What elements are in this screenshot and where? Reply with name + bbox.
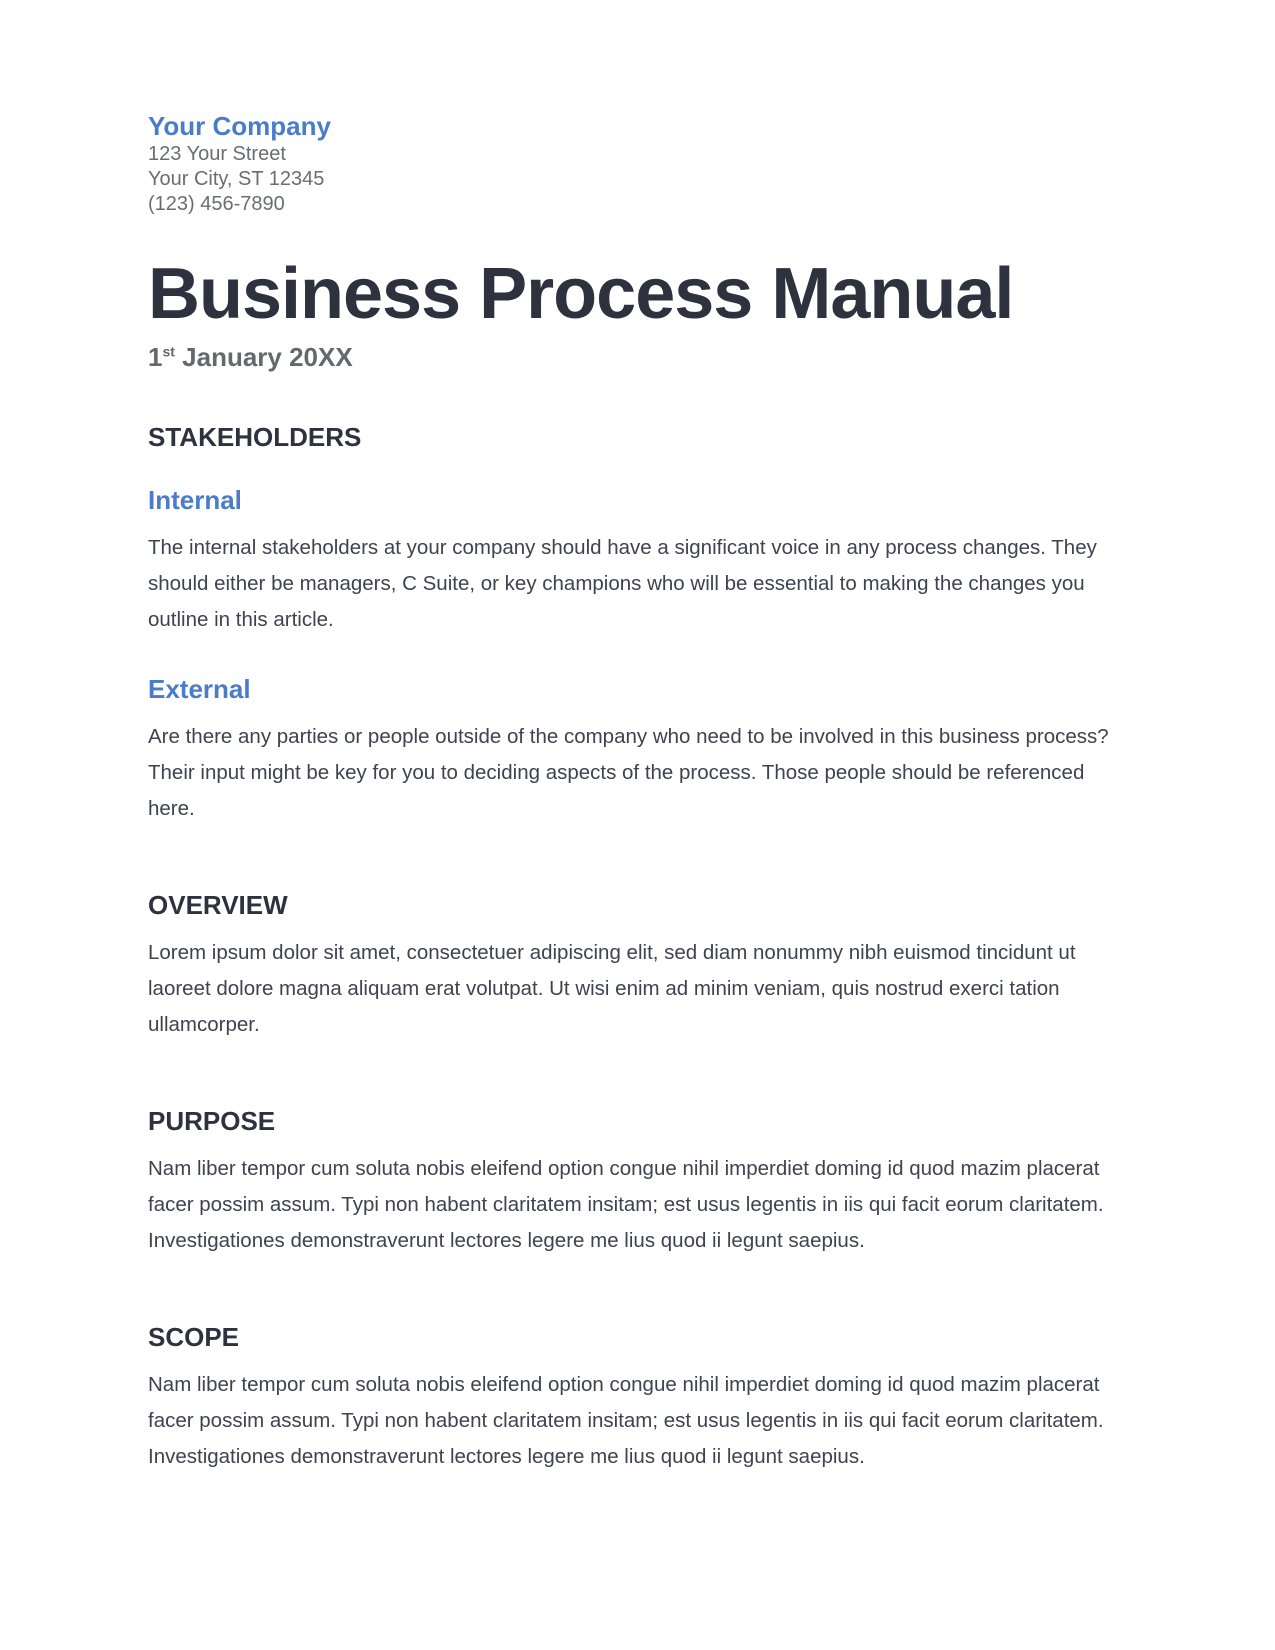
section-heading-overview: OVERVIEW (148, 890, 288, 920)
document-title: Business Process Manual (148, 254, 1014, 334)
section-heading-scope: SCOPE (148, 1322, 240, 1352)
company-phone: (123) 456-7890 (148, 193, 285, 215)
paragraph-overview: Lorem ipsum dolor sit amet, consectetuer adipiscing elit, sed diam nonummy nibh euismod tincidunt ut laoreet dolore magna aliquam erat volutpat. Ut wisi enim ad minim veniam, quis nostrud exerci tation ullamcorper. (148, 941, 1076, 1036)
company-name: Your Company (148, 111, 331, 141)
date-month-year: January 20XX (174, 342, 353, 372)
paragraph-purpose: Nam liber tempor cum soluta nobis eleifend option congue nihil imperdiet doming id quod mazim placerat facer possim assum. Typi non habent claritatem insitam; est usus legentis in iis qui facit eorum claritatem. Investigationes demonstraverunt lectores legere me lius quod ii legunt saepius. (148, 1157, 1104, 1252)
company-street: 123 Your Street (148, 143, 286, 165)
section-heading-purpose: PURPOSE (148, 1106, 276, 1136)
document-page (148, 110, 1128, 1475)
document-date (148, 341, 1128, 373)
subheading-internal: Internal (148, 485, 242, 515)
section-heading-stakeholders: STAKEHOLDERS (148, 422, 362, 452)
date-day: 1 (148, 342, 163, 372)
paragraph-internal: The internal stakeholders at your company should have a significant voice in any process changes. They should either be managers, C Suite, or key champions who will be essential to making the changes you outline in this article. (148, 536, 1097, 631)
company-header (148, 110, 1128, 217)
paragraph-scope: Nam liber tempor cum soluta nobis eleifend option congue nihil imperdiet doming id quod mazim placerat facer possim assum. Typi non habent claritatem insitam; est usus legentis in iis qui facit eorum claritatem. Investigationes demonstraverunt lectores legere me lius quod ii legunt saepius. (148, 1373, 1104, 1468)
paragraph-external: Are there any parties or people outside of the company who need to be involved in this business process? Their input might be key for you to deciding aspects of the process. Those people should be referenced here. (148, 725, 1109, 820)
subheading-external: External (148, 674, 251, 704)
company-city: Your City, ST 12345 (148, 168, 325, 190)
date-suffix: st (162, 343, 175, 360)
